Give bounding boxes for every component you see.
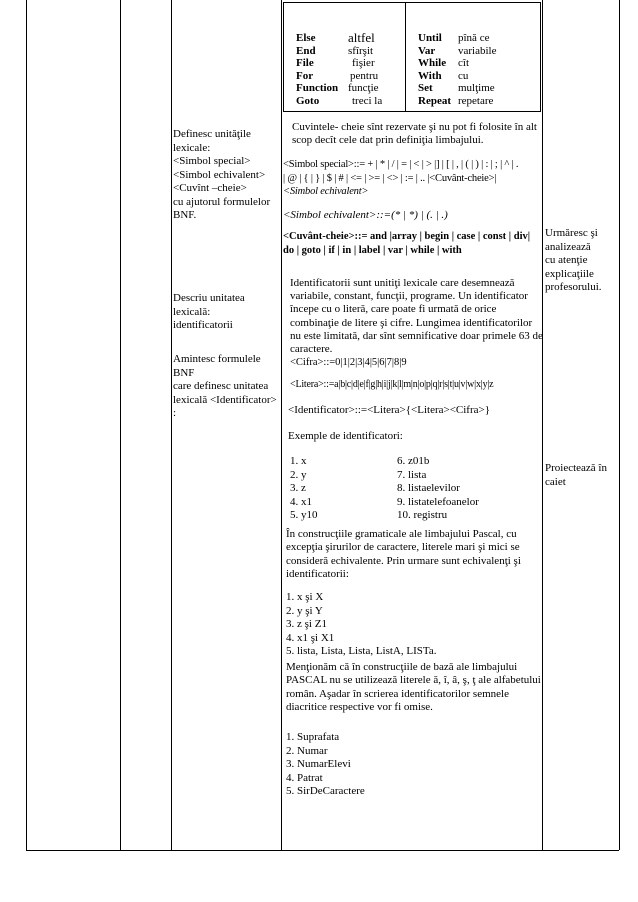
activity-line: identificatorii [173, 319, 233, 331]
bnf-line: | @ | { | } | $ | # | <= | >= | <> | := | .. |<Cuvânt-cheie>| [283, 172, 497, 184]
keyword-translation: repetare [458, 94, 494, 107]
table-column-divider [120, 0, 121, 850]
list-item: 4. x1 [290, 495, 312, 508]
list-item: 6. z01b [397, 455, 430, 467]
activity-line: cu ajutorul formulelor [173, 195, 271, 208]
list-item: 1. x şi X [286, 591, 324, 603]
pascal-paragraph [286, 528, 521, 582]
list-item: 1. Suprafata [286, 731, 340, 743]
table-column-divider [542, 0, 543, 850]
activity-line: profesorului. [545, 281, 602, 293]
keywords-left-column [296, 32, 382, 107]
student-activity-design [545, 462, 617, 489]
keyword: Until [418, 32, 442, 44]
activity-line: caiet [545, 475, 566, 488]
reserved-words-note [292, 121, 537, 147]
list-item: 4. Patrat [286, 771, 323, 784]
activity-line: cu atenţie [545, 254, 588, 266]
keyword-translation: variabile [458, 44, 497, 57]
bnf-simbol-special [283, 158, 518, 199]
keyword-translation: funcţie [348, 82, 379, 94]
text-line: nu este limitată, dar sînt semnificative doar primele 63 de [290, 329, 543, 342]
bnf-identificator: <Identificator>::=<Litera>{<Litera><Cifra>} [288, 404, 490, 416]
bnf-line: <Cuvânt-cheie>::= and |array | begin | case | const | div| [283, 231, 531, 242]
student-activity-follow [545, 227, 617, 295]
keyword: Var [418, 44, 436, 57]
exemple-title: Exemple de identificatori: [288, 430, 403, 442]
activity-line: analizează [545, 240, 591, 253]
activity-line: Amintesc formulele BNF [173, 353, 261, 379]
activity-block-bnf [173, 353, 281, 421]
activity-line: Urmăresc şi [545, 227, 598, 239]
table-border-left [26, 0, 27, 850]
text-line: Identificatorii sunt unitiţi lexicale care desemnează [290, 277, 515, 289]
keyword: Set [418, 82, 433, 94]
text-line: român. Aşadar în scrierea identificatorilor semnele [286, 687, 509, 700]
keyword: Function [296, 82, 339, 94]
activity-block-definitions [173, 128, 281, 223]
text-line: scop decît cele dat prin definiţia limbajului. [292, 134, 484, 146]
text-line: PASCAL nu se utilizează literele ă, î, â, ş, ţ ale alfabetului [286, 674, 541, 687]
diacritice-paragraph [286, 661, 541, 715]
keyword: Else [296, 32, 316, 44]
text-line: excepţia şirurilor de caractere, literele mari şi mici se [286, 541, 520, 554]
keyword-translation: mulţime [458, 82, 495, 94]
keyword: File [296, 57, 314, 69]
keyword-translation: sfîrşit [348, 44, 374, 57]
list-item: 5. y10 [290, 509, 318, 522]
list-item: 3. z şi Z1 [286, 618, 327, 631]
bnf-litera: <Litera>::=a|b|c|d|e|f|g|h|i|j|k|l|m|n|o|p|q|r|s|t|u|v|w|x|y|z [290, 379, 494, 390]
keywords-divider [405, 3, 406, 111]
list-item: 4. x1 şi X1 [286, 631, 335, 644]
table-border-bottom [26, 850, 619, 851]
text-line: În construcţiile gramaticale ale limbajului Pascal, cu [286, 528, 517, 540]
activity-line: lexicală <Identificator> : [173, 393, 277, 419]
exemple-list-right [397, 455, 479, 523]
text-line: începe cu o literă, care poate fi urmată de orice [290, 303, 497, 316]
text-line: combinaţie de litere şi cifre. Lungimea identificatorilor [290, 316, 533, 329]
list-item: 7. lista [397, 468, 427, 481]
keyword-translation: cu [458, 69, 469, 82]
activity-line: Definesc unităţile [173, 128, 251, 140]
identificatori-paragraph [290, 277, 543, 356]
list-item: 2. y [290, 468, 307, 481]
list-item: 2. Numar [286, 744, 328, 757]
activity-line: BNF. [173, 209, 197, 221]
list-item: 3. z [290, 482, 306, 495]
activity-line: <Cuvînt –cheie> [173, 182, 247, 194]
activity-line: Descriu unitatea lexicală: [173, 292, 245, 318]
activity-line: Proiectează în [545, 462, 607, 474]
keyword-translation: fişier [352, 57, 375, 69]
keywords-right-column [418, 32, 496, 107]
list-item: 1. x [290, 455, 307, 467]
text-line: caractere. [290, 343, 333, 356]
activity-line: lexicale: [173, 141, 211, 154]
keyword: End [296, 44, 316, 57]
bnf-simbol-echivalent: <Simbol echivalent>::=(* | *) | (. | .) [283, 209, 448, 221]
fara-diacritice-list [286, 731, 365, 799]
activity-line: <Simbol special> [173, 155, 251, 167]
keyword: Goto [296, 94, 320, 107]
echivalente-list [286, 591, 436, 659]
bnf-line: do | goto | if | in | label | var | while | with [283, 245, 462, 256]
list-item: 10. registru [397, 509, 448, 522]
bnf-cifra: <Cifra>::=0|1|2|3|4|5|6|7|8|9 [290, 357, 407, 368]
keyword: While [418, 57, 447, 69]
activity-line: explicaţiile [545, 267, 594, 280]
list-item: 8. listaelevilor [397, 482, 460, 495]
text-line: Cuvintele- cheie sînt rezervate şi nu pot fi folosite în alt [292, 121, 537, 133]
list-item: 5. SirDeCaractere [286, 785, 365, 798]
keyword-translation: pentru [350, 69, 379, 82]
list-item: 9. listatelefoanelor [397, 495, 479, 508]
keyword: For [296, 69, 314, 82]
exemple-list-left [290, 455, 318, 523]
table-column-divider [281, 0, 282, 850]
keyword-translation: altfel [348, 30, 375, 45]
list-item: 2. y şi Y [286, 604, 323, 617]
bnf-line: <Simbol echivalent> [283, 186, 369, 197]
text-line: variabile, constant, funcţii, programe. Un identificator [290, 290, 528, 303]
list-item: 5. lista, Lista, Lista, ListA, LISTa. [286, 645, 437, 658]
table-column-divider [171, 0, 172, 850]
keyword: Repeat [418, 94, 451, 107]
activity-line: <Simbol echivalent> [173, 168, 266, 181]
keyword-translation: pînă ce [458, 32, 490, 44]
bnf-cuvant-cheie [283, 230, 530, 258]
keyword: With [418, 69, 442, 82]
text-line: diacritice respective vor fi omise. [286, 701, 433, 714]
activity-block-identifiers [173, 292, 281, 333]
keyword-translation: treci la [352, 94, 383, 107]
text-line: identificatorii: [286, 568, 349, 581]
keyword-translation: cît [458, 57, 469, 69]
activity-line: care definesc unitatea [173, 380, 269, 392]
list-item: 3. NumarElevi [286, 758, 351, 771]
text-line: Menţionăm că în construcţiile de bază ale limbajului [286, 661, 518, 673]
table-border-right [619, 0, 620, 850]
bnf-line: <Simbol special>::= + | * | / | = | < | > |] | [ | , | ( | ) | : | ; | ^ | . [283, 159, 519, 170]
text-line: consideră echivalente. Prin urmare sunt echivalenţi şi [286, 554, 521, 567]
